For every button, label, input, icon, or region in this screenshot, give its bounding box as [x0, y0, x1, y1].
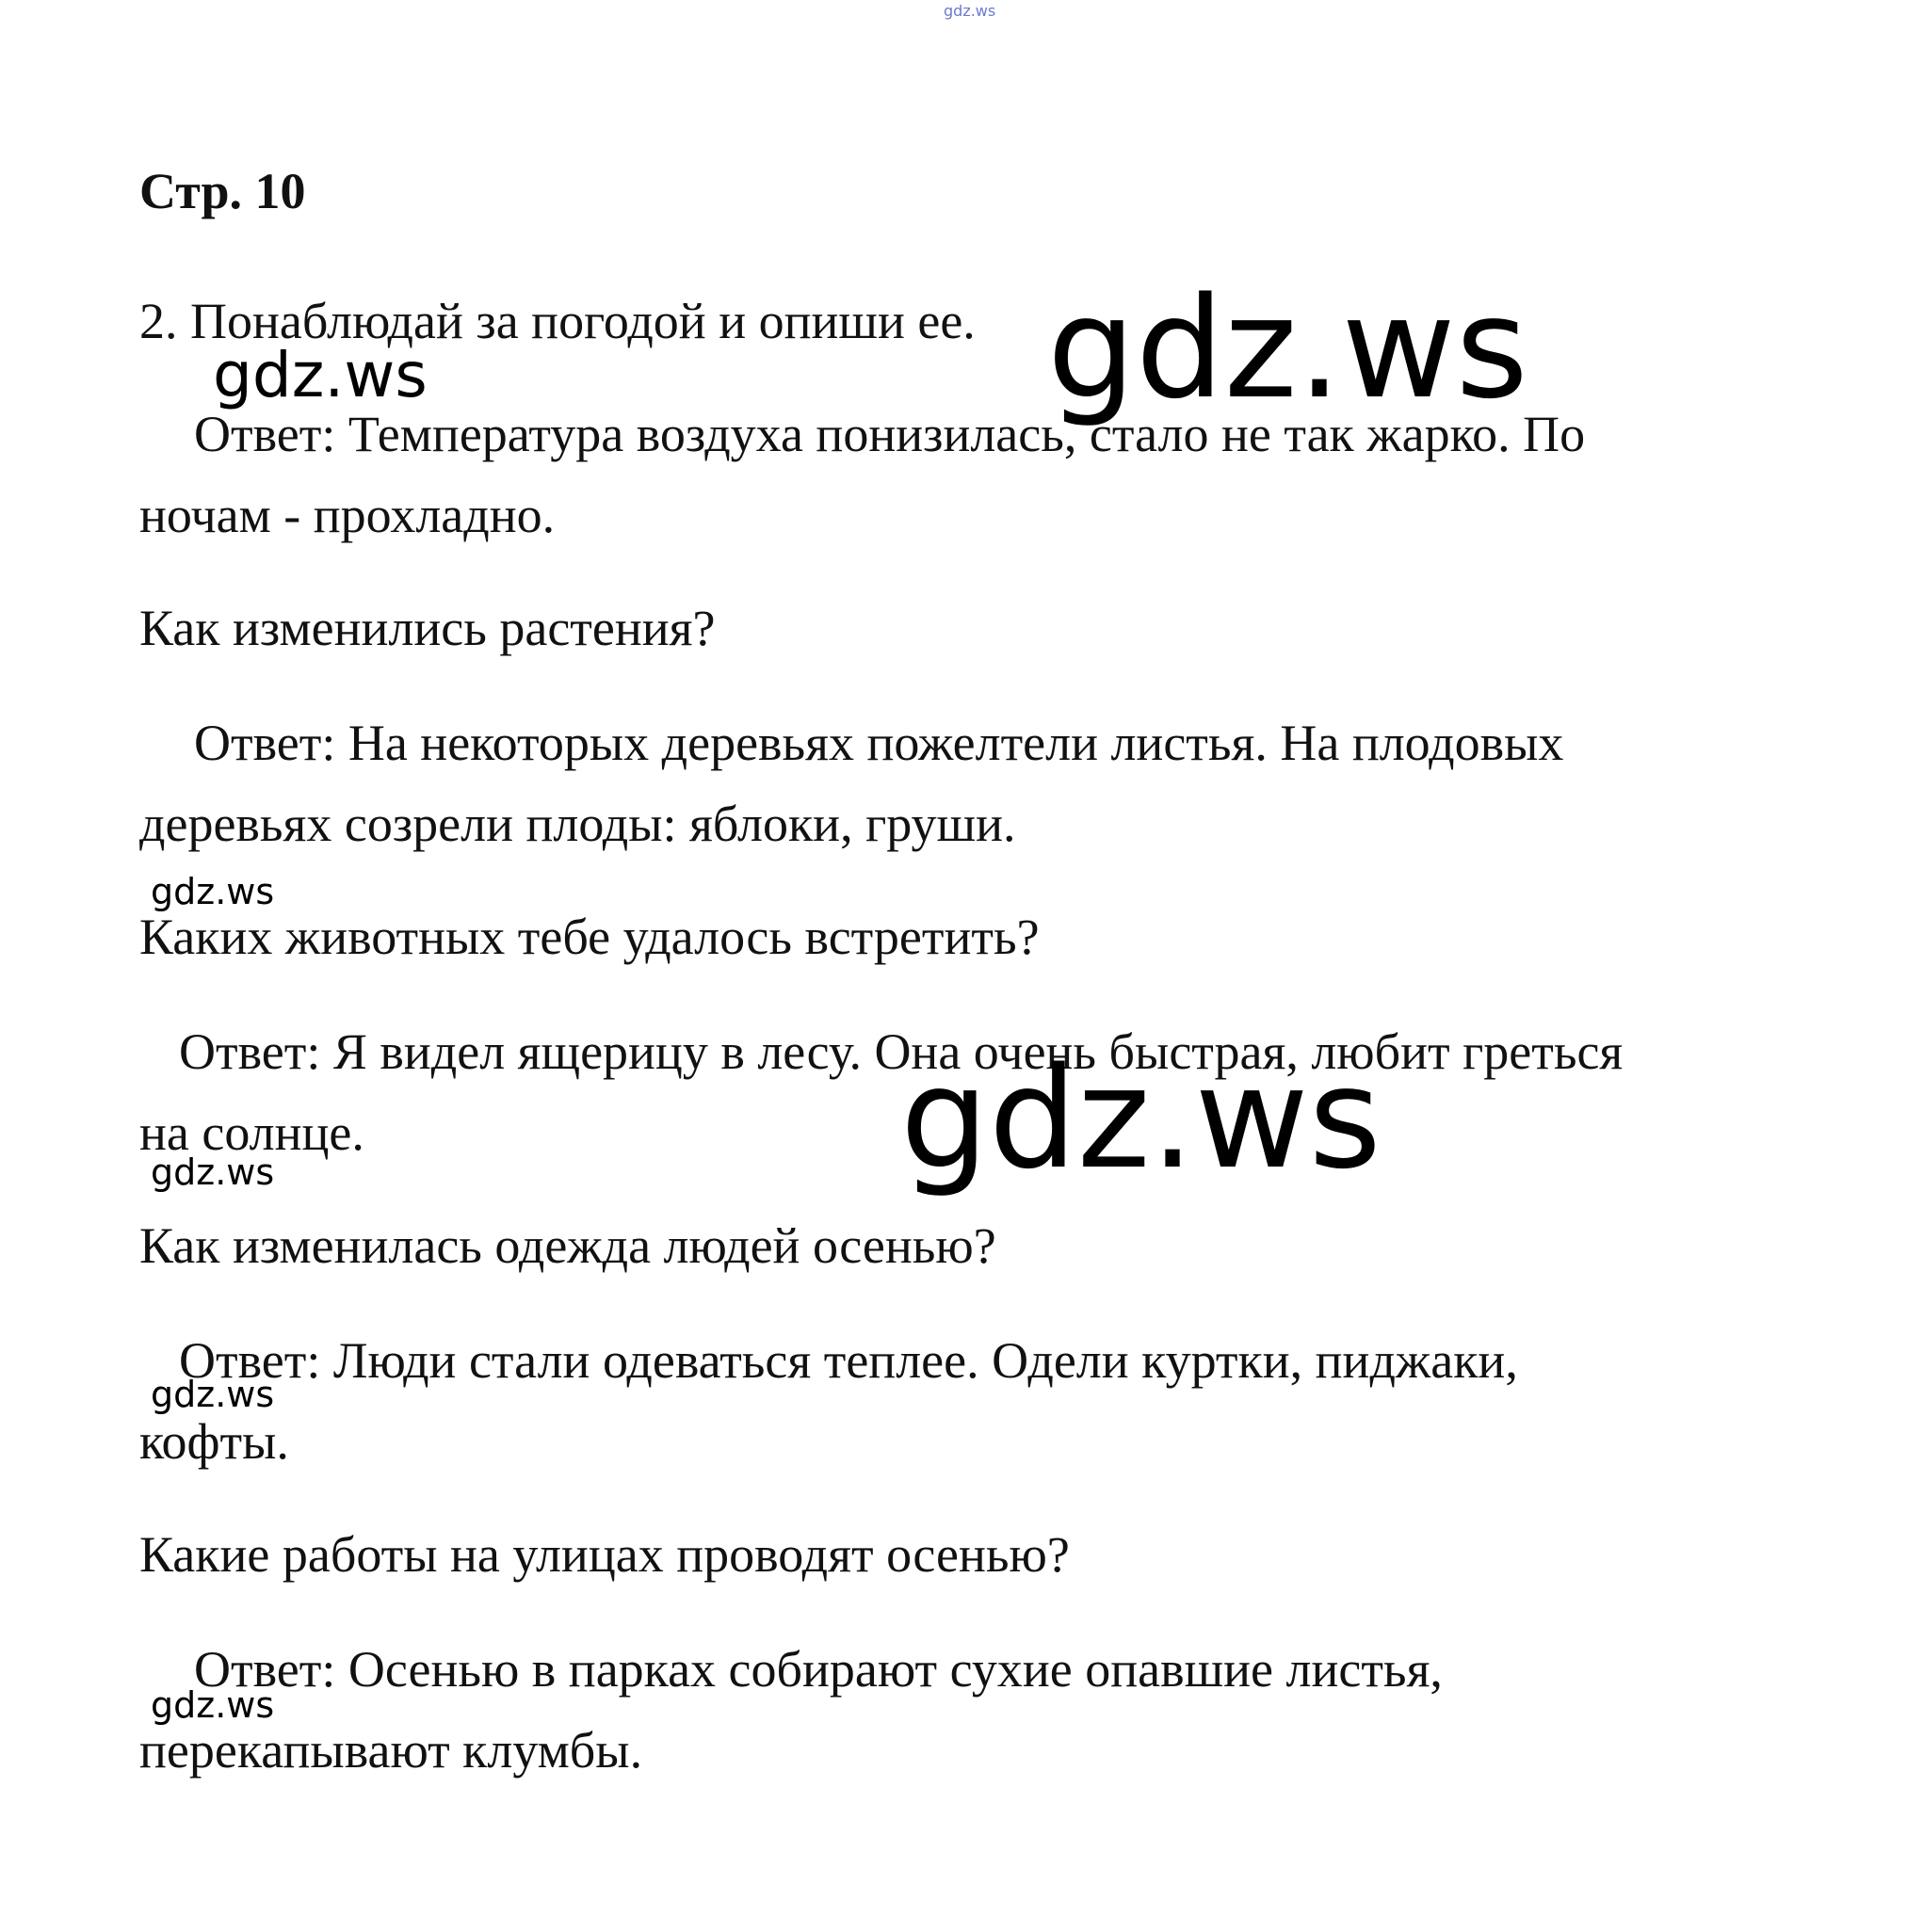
- plants-answer-line-1: Ответ: На некоторых деревьях пожелтели листья. На плодовых: [194, 715, 1564, 771]
- clothes-answer-line-2: кофты.: [139, 1413, 289, 1470]
- animals-answer-line-1: Ответ: Я видел ящерицу в лесу. Она очень быстрая, любит греться: [179, 1023, 1624, 1080]
- watermark-large-1: gdz.ws: [1047, 267, 1528, 429]
- animals-answer-line-2: на солнце.: [139, 1104, 364, 1161]
- watermark-small-2: gdz.ws: [151, 1151, 275, 1193]
- watermark-large-2: gdz.ws: [900, 1038, 1382, 1199]
- page-title: Стр. 10: [139, 163, 306, 219]
- watermark-small-3: gdz.ws: [151, 1374, 275, 1415]
- task-answer-line-2: ночам - прохладно.: [139, 487, 556, 543]
- plants-question: Как изменились растения?: [139, 600, 716, 656]
- watermark-small-1: gdz.ws: [151, 871, 275, 912]
- watermark-small-4: gdz.ws: [151, 1684, 275, 1726]
- work-answer-line-1: Ответ: Осенью в парках собирают сухие опавшие листья,: [194, 1641, 1443, 1698]
- clothes-question: Как изменилась одежда людей осенью?: [139, 1217, 996, 1274]
- task-question: 2. Понаблюдай за погодой и опиши ее.: [139, 293, 976, 349]
- watermark-top: gdz.ws: [944, 2, 996, 20]
- watermark-medium: gdz.ws: [213, 339, 428, 411]
- animals-question: Каких животных тебе удалось встретить?: [139, 909, 1040, 965]
- work-question: Какие работы на улицах проводят осенью?: [139, 1526, 1070, 1583]
- work-answer-line-2: перекапывают клумбы.: [139, 1722, 643, 1779]
- clothes-answer-line-1: Ответ: Люди стали одеваться теплее. Одели куртки, пиджаки,: [179, 1332, 1518, 1389]
- task-answer-line-1: Ответ: Температура воздуха понизилась, стало не так жарко. По: [194, 406, 1586, 462]
- plants-answer-line-2: деревьях созрели плоды: яблоки, груши.: [139, 796, 1016, 852]
